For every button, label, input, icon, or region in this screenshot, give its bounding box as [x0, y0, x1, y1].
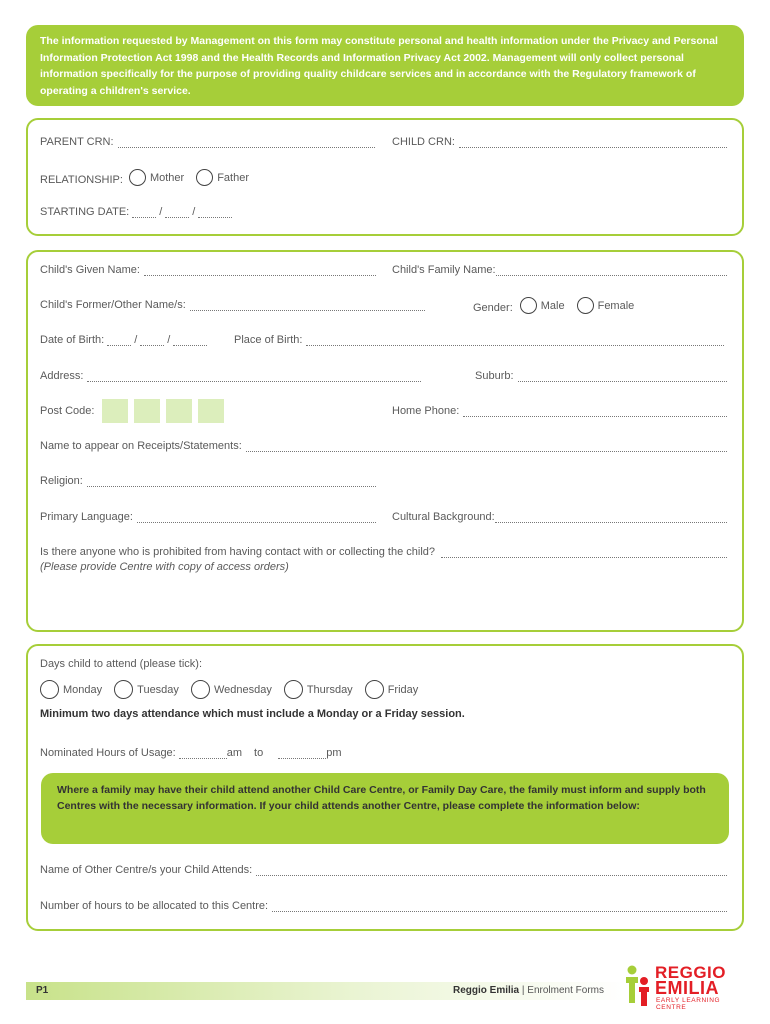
day-label: Wednesday — [213, 683, 272, 696]
day-checkbox-monday[interactable] — [40, 680, 59, 699]
days-options — [40, 680, 430, 699]
day-label: Tuesday — [137, 683, 179, 696]
female-option[interactable] — [577, 297, 635, 314]
prohibited-field[interactable] — [441, 549, 727, 558]
starting-date-row: STARTING DATE: / / — [40, 206, 235, 218]
hours-label: Nominated Hours of Usage: — [40, 747, 176, 759]
hours-allocated-label: Number of hours to be allocated to this Centre: — [40, 900, 269, 912]
hours-allocated-row — [40, 900, 727, 912]
day-label: Monday — [63, 683, 103, 696]
former-name-field[interactable] — [190, 302, 425, 311]
father-label: Father — [217, 171, 249, 184]
mother-option[interactable] — [129, 169, 184, 186]
hours-am-field[interactable] — [179, 750, 227, 759]
day-label: Friday — [387, 683, 419, 696]
child-crn-label: CHILD CRN: — [392, 136, 455, 148]
address-label: Address: — [40, 370, 84, 382]
suburb-row — [475, 370, 727, 382]
children-figure-icon — [622, 963, 656, 1007]
am-label: am — [226, 747, 243, 759]
female-label: Female — [597, 299, 635, 312]
starting-date-label: STARTING DATE: — [40, 206, 130, 218]
hours-pm-field[interactable] — [278, 750, 326, 759]
minimum-attendance-note: Minimum two days attendance which must include a Monday or a Friday session. — [40, 708, 465, 720]
parent-crn-field[interactable] — [118, 139, 375, 148]
to-label: to — [254, 747, 264, 759]
primary-language-label: Primary Language: — [40, 511, 133, 523]
receipt-name-field[interactable] — [246, 443, 727, 452]
dob-day-field[interactable] — [107, 337, 131, 346]
footer-text — [453, 985, 604, 996]
post-code-row — [40, 399, 230, 423]
suburb-field[interactable] — [518, 373, 727, 382]
parent-crn-row — [40, 136, 375, 148]
religion-row — [40, 475, 376, 487]
day-checkbox-thursday[interactable] — [284, 680, 303, 699]
male-label: Male — [540, 299, 565, 312]
address-row — [40, 370, 421, 382]
mother-radio[interactable] — [129, 169, 146, 186]
day-option-monday[interactable] — [40, 680, 102, 699]
given-name-field[interactable] — [144, 267, 376, 276]
home-phone-field[interactable] — [463, 408, 727, 417]
father-radio[interactable] — [196, 169, 213, 186]
prohibited-note: (Please provide Centre with copy of access orders) — [40, 561, 289, 573]
other-centre-row — [40, 864, 727, 876]
logo-line-3: EARLY LEARNING CENTRE — [656, 997, 721, 1011]
privacy-notice: The information requested by Management on this form may constitute personal and health information under the Privacy and Personal Information Protection Act 1998 and the Health Records and Information Privacy Act 2002. Management will only collect personal information specifically for the purpose of providing quality childcare services and in accordance with the Regulatory framework of operating a children's service. — [26, 25, 744, 106]
other-centre-notice: Where a family may have their child attend another Child Care Centre, or Family Day Care, the family must inform and supply both Centres with the necessary information. If your child attends another Centre, please complete the information below: — [41, 773, 729, 844]
relationship-label: RELATIONSHIP: — [40, 174, 123, 186]
cultural-background-label: Cultural Background: — [392, 511, 495, 523]
primary-language-row — [40, 511, 376, 523]
day-option-friday[interactable] — [365, 680, 419, 699]
suburb-label: Suburb: — [475, 370, 514, 382]
prohibited-question: Is there anyone who is prohibited from having contact with or collecting the child? — [40, 546, 435, 558]
other-centre-label: Name of Other Centre/s your Child Attends: — [40, 864, 253, 876]
logo-line-2: EMILIA — [655, 978, 719, 998]
dob-row: Date of Birth: / / — [40, 334, 210, 346]
day-label: Thursday — [306, 683, 353, 696]
start-month-field[interactable] — [165, 209, 189, 218]
cultural-background-field[interactable] — [495, 514, 727, 523]
prohibited-row — [40, 546, 727, 558]
male-radio[interactable] — [520, 297, 537, 314]
page-number: P1 — [36, 985, 49, 996]
dob-year-field[interactable] — [173, 337, 207, 346]
post-code-digit-4[interactable] — [198, 399, 224, 423]
footer-brand: Reggio Emilia — [453, 985, 520, 996]
mother-label: Mother — [149, 171, 185, 184]
dob-month-field[interactable] — [140, 337, 164, 346]
logo-line-1: REGGIO — [655, 963, 727, 982]
given-name-label: Child's Given Name: — [40, 264, 140, 276]
place-of-birth-field[interactable] — [306, 337, 724, 346]
family-name-field[interactable] — [496, 267, 727, 276]
religion-field[interactable] — [87, 478, 376, 487]
parent-crn-label: PARENT CRN: — [40, 136, 114, 148]
home-phone-label: Home Phone: — [392, 405, 460, 417]
day-option-wednesday[interactable] — [191, 680, 272, 699]
receipt-name-row — [40, 440, 727, 452]
days-label: Days child to attend (please tick): — [40, 658, 203, 670]
address-field[interactable] — [87, 373, 421, 382]
gender-label: Gender: — [473, 302, 513, 314]
father-option[interactable] — [196, 169, 249, 186]
family-name-label: Child's Family Name: — [392, 264, 496, 276]
start-year-field[interactable] — [198, 209, 232, 218]
hours-row — [40, 747, 341, 759]
post-code-digit-2[interactable] — [134, 399, 160, 423]
gender-row — [473, 297, 646, 314]
hours-allocated-field[interactable] — [272, 903, 727, 912]
former-name-label: Child's Former/Other Name/s: — [40, 299, 186, 311]
dob-label: Date of Birth: — [40, 334, 105, 346]
former-name-row — [40, 299, 425, 311]
receipt-name-label: Name to appear on Receipts/Statements: — [40, 440, 242, 452]
primary-language-field[interactable] — [137, 514, 376, 523]
female-radio[interactable] — [577, 297, 594, 314]
child-crn-field[interactable] — [459, 139, 727, 148]
footer-separator: | — [521, 985, 525, 996]
cultural-background-row — [392, 511, 727, 523]
child-crn-row — [392, 136, 727, 148]
post-code-label: Post Code: — [40, 405, 95, 417]
day-checkbox-friday[interactable] — [365, 680, 384, 699]
footer-doc: Enrolment Forms — [527, 985, 604, 996]
pm-label: pm — [326, 747, 342, 759]
day-checkbox-wednesday[interactable] — [191, 680, 210, 699]
post-code-digit-1[interactable] — [102, 399, 128, 423]
home-phone-row — [392, 405, 727, 417]
day-option-thursday[interactable] — [284, 680, 353, 699]
religion-label: Religion: — [40, 475, 83, 487]
day-checkbox-tuesday[interactable] — [114, 680, 133, 699]
relationship-row — [40, 169, 261, 186]
reggio-emilia-logo — [622, 963, 746, 1011]
male-option[interactable] — [520, 297, 565, 314]
place-of-birth-row — [234, 334, 724, 346]
start-day-field[interactable] — [132, 209, 156, 218]
other-centre-field[interactable] — [256, 867, 727, 876]
day-option-tuesday[interactable] — [114, 680, 179, 699]
given-name-row — [40, 264, 376, 276]
place-of-birth-label: Place of Birth: — [234, 334, 303, 346]
family-name-row — [392, 264, 727, 276]
post-code-digit-3[interactable] — [166, 399, 192, 423]
